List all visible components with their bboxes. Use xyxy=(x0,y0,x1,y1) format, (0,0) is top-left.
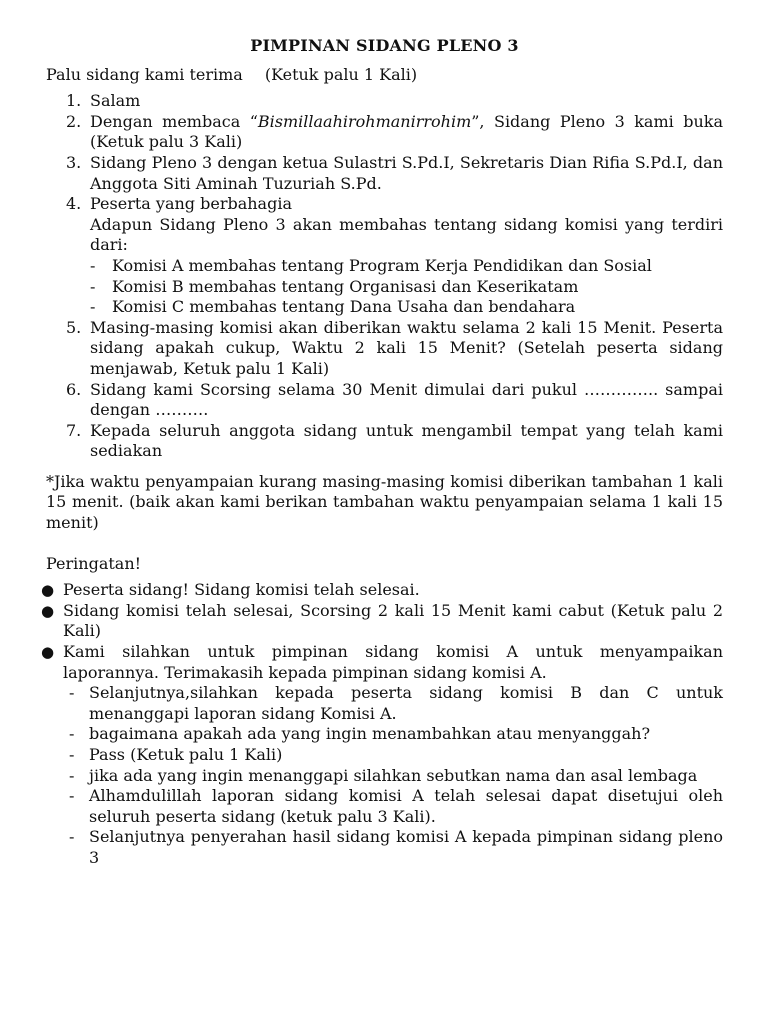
item-number: 3. xyxy=(66,152,82,172)
item-text: ”, Sidang Pleno 3 kami buka (Ketuk palu 3 Kali) xyxy=(90,111,723,152)
item-number: 7. xyxy=(66,420,82,440)
item-text: Komisi B membahas tentang Organisasi dan Keserikatam xyxy=(112,276,579,296)
item-text: Pass (Ketuk palu 1 Kali) xyxy=(89,745,283,764)
dash-marker: - xyxy=(90,255,96,275)
item-number: 2. xyxy=(66,111,82,131)
list-item xyxy=(63,786,723,827)
item-number: 1. xyxy=(66,91,82,111)
dash-marker: - xyxy=(69,745,75,764)
item-text: Alhamdulillah laporan sidang komisi A telah selesai dapat disetujui oleh seluruh peserta sidang (ketuk palu 3 Kali). xyxy=(89,786,723,826)
list-item xyxy=(90,256,723,277)
list-item xyxy=(46,194,723,318)
item-text: Kami silahkan untuk pimpinan sidang komisi A untuk menyampaikan laporannya. Terimakasih kepada pimpinan sidang komisi A. xyxy=(63,642,723,682)
intro-text: Palu sidang kami terima xyxy=(46,64,243,84)
dash-marker: - xyxy=(69,827,75,847)
item-number: 5. xyxy=(66,317,82,337)
bullet-icon: ● xyxy=(41,601,55,620)
list-item xyxy=(46,421,723,462)
item-text: Komisi C membahas tentang Dana Usaha dan bendahara xyxy=(112,297,576,317)
item-italic-text: Bismillaahirohmanirrohim xyxy=(257,111,472,131)
agenda-list xyxy=(46,91,723,462)
warning-list xyxy=(41,580,723,868)
list-item xyxy=(63,766,723,787)
list-item xyxy=(46,91,723,112)
intro-note: (Ketuk palu 1 Kali) xyxy=(264,64,418,84)
commission-list xyxy=(90,256,723,318)
item-text: Sidang kami Scorsing selama 30 Menit dimulai dari pukul ………….. sampai dengan ………. xyxy=(90,379,723,420)
item-text: Dengan membaca “ xyxy=(90,111,258,131)
item-text: bagaimana apakah ada yang ingin menambahkan atau menyanggah? xyxy=(89,724,651,744)
list-item xyxy=(63,745,723,766)
list-item xyxy=(63,827,723,868)
bullet-icon: ● xyxy=(41,581,55,600)
list-item xyxy=(63,724,723,745)
list-item xyxy=(46,112,723,153)
list-item xyxy=(90,297,723,318)
item-text: Masing-masing komisi akan diberikan waktu selama 2 kali 15 Menit. Peserta sidang apakah cukup, Waktu 2 kali 15 Menit? (Setelah peserta sidang menjawab, Ketuk palu 1 Kali) xyxy=(90,317,723,378)
bullet-icon: ● xyxy=(41,643,55,662)
dash-marker: - xyxy=(69,683,75,703)
item-text: Kepada seluruh anggota sidang untuk mengambil tempat yang telah kami sediakan xyxy=(90,420,723,461)
list-item xyxy=(46,380,723,421)
item-number: 4. xyxy=(66,194,82,214)
warning-heading: Peringatan! xyxy=(46,553,142,573)
dash-marker: - xyxy=(69,724,75,744)
item-text: jika ada yang ingin menanggapi silahkan sebutkan nama dan asal lembaga xyxy=(89,765,698,785)
procedure-list xyxy=(63,683,723,868)
list-item xyxy=(46,153,723,194)
footnote: *Jika waktu penyampaian kurang masing-masing komisi diberikan tambahan 1 kali 15 menit. (baik akan kami berikan tambahan waktu penyampaian selama 1 kali 15 menit) xyxy=(46,471,723,533)
list-item xyxy=(46,318,723,380)
dash-marker: - xyxy=(69,786,75,806)
item-text: Peserta yang berbahagia xyxy=(90,194,292,214)
item-text: Peserta sidang! Sidang komisi telah selesai. xyxy=(63,580,420,600)
page-title: PIMPINAN SIDANG PLENO 3 xyxy=(250,36,519,55)
list-item xyxy=(63,683,723,724)
list-item xyxy=(90,277,723,298)
item-text: Selanjutnya penyerahan hasil sidang komisi A kepada pimpinan sidang pleno 3 xyxy=(89,827,723,867)
dash-marker: - xyxy=(90,297,96,317)
item-text: Sidang Pleno 3 dengan ketua Sulastri S.Pd.I, Sekretaris Dian Rifia S.Pd.I, dan Anggota Siti Aminah Tuzuriah S.Pd. xyxy=(90,152,723,193)
item-subtext: Adapun Sidang Pleno 3 akan membahas tentang sidang komisi yang terdiri dari: xyxy=(90,214,723,255)
item-text: Salam xyxy=(90,91,141,111)
item-number: 6. xyxy=(66,379,82,399)
item-text: Sidang komisi telah selesai, Scorsing 2 kali 15 Menit kami cabut (Ketuk palu 2 Kali) xyxy=(63,600,723,641)
list-item xyxy=(41,580,723,601)
item-text: Selanjutnya,silahkan kepada peserta sidang komisi B dan C untuk menanggapi laporan sidang Komisi A. xyxy=(89,683,723,723)
intro-line xyxy=(46,65,723,86)
item-text: Komisi A membahas tentang Program Kerja Pendidikan dan Sosial xyxy=(112,255,652,275)
document-page xyxy=(41,36,723,869)
list-item xyxy=(41,642,723,869)
list-item xyxy=(41,600,723,642)
dash-marker: - xyxy=(69,765,75,785)
dash-marker: - xyxy=(90,276,96,296)
